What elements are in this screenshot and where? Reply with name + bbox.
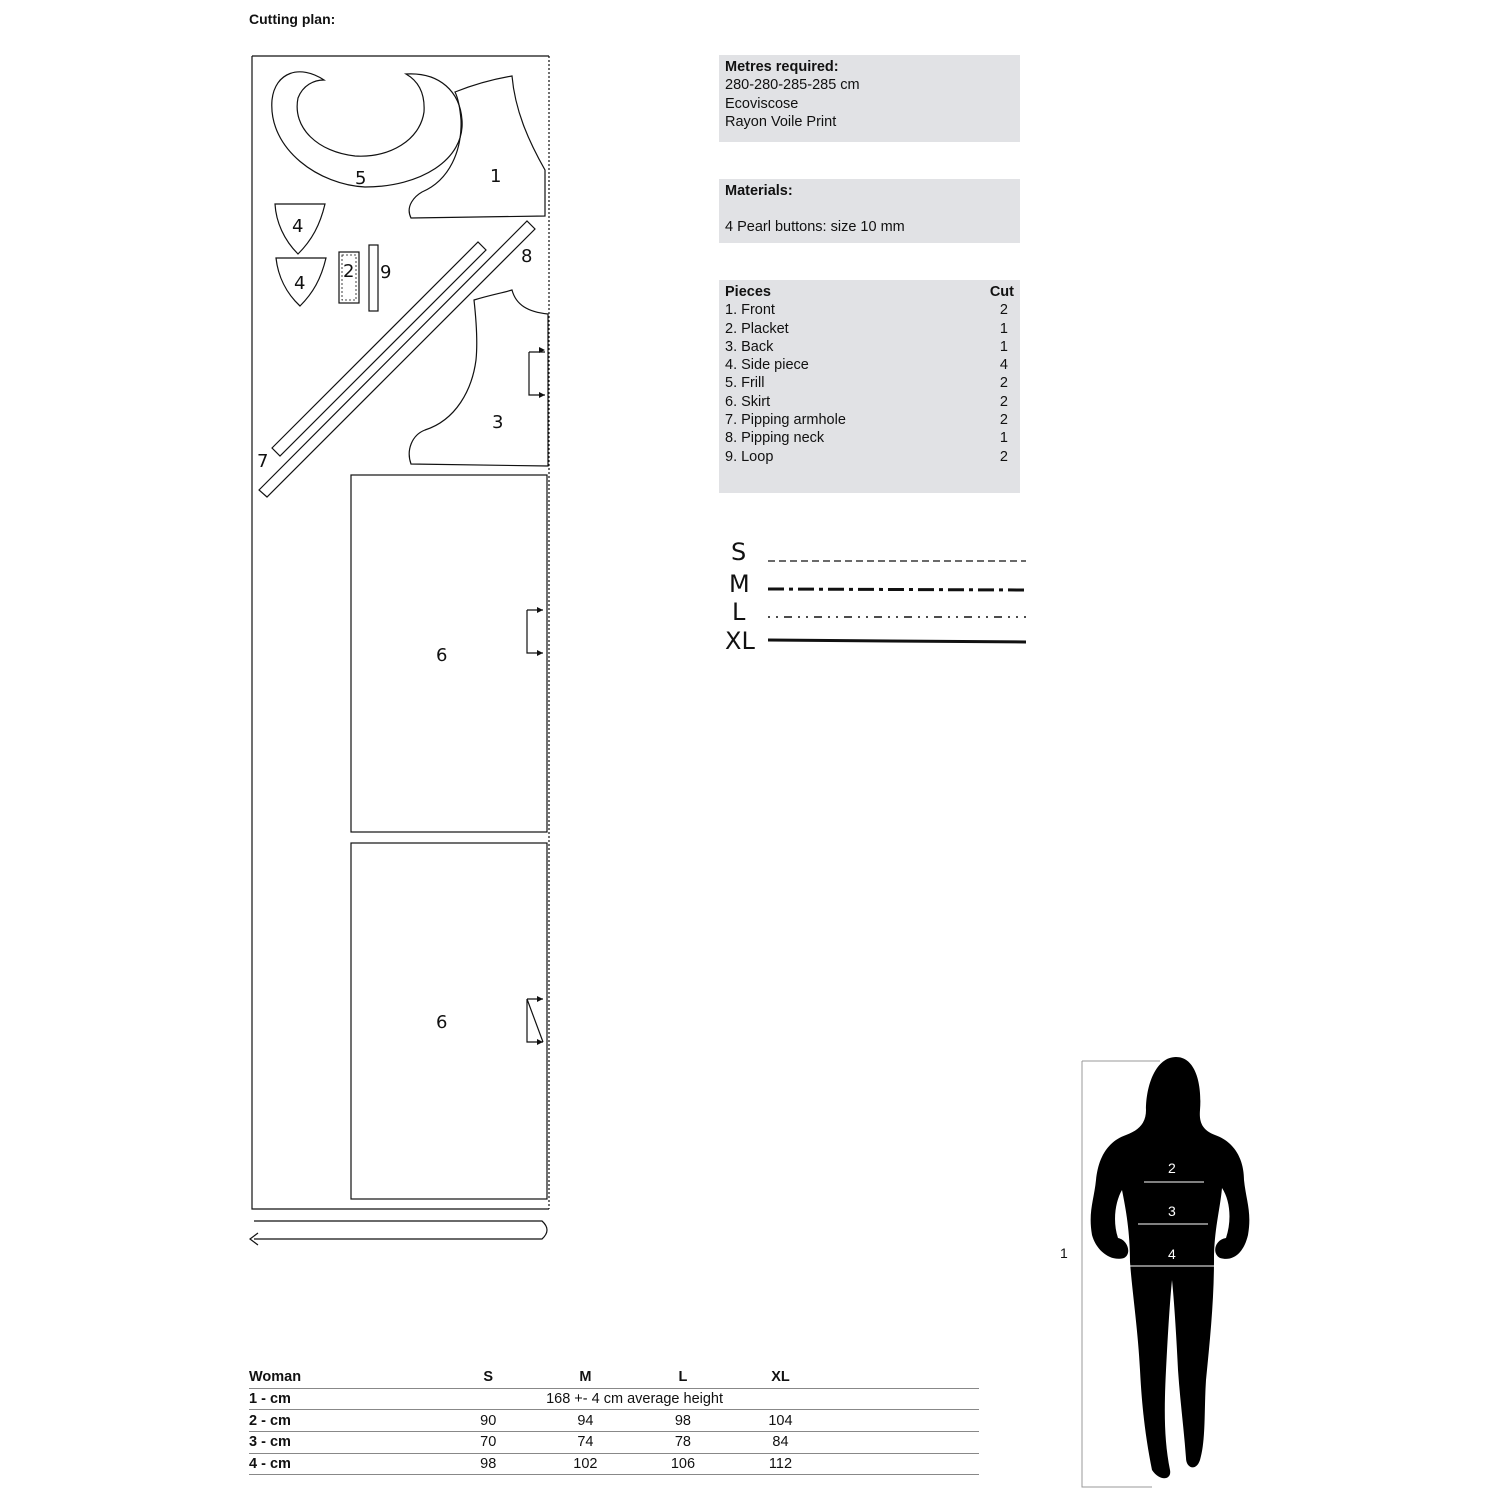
label-frill: 5 [355,168,367,189]
piece-skirt-b [351,843,547,1199]
label-skirt-a: 6 [436,645,448,666]
size-table [249,1367,979,1475]
piece-back [409,290,548,466]
size-xl-line [768,640,1026,642]
cutting-plan-title: Cutting plan: [249,11,336,27]
piece-pipping-neck [259,221,535,497]
label-pipping-armhole: 7 [257,451,269,472]
label-side-b: 4 [294,273,306,294]
metres-heading: Metres required: [725,59,839,75]
piece-row: 2. Placket 1 [725,320,1008,337]
label-side-a: 4 [292,216,304,237]
piece-row: 4. Side piece 4 [725,357,1008,374]
piece-row: 3. Back 1 [725,338,1008,355]
label-pipping-neck: 8 [521,246,533,267]
fabric-type-line: Rayon Voile Print [725,113,837,130]
table-row: 3 - cm 70 74 78 84 [249,1432,979,1454]
size-table-header: Woman S M L XL [249,1367,979,1388]
label-skirt-b: 6 [436,1012,448,1033]
label-front: 1 [490,166,502,187]
piece-row: 1. Front 2 [725,302,1008,319]
size-m-line [768,589,1026,590]
back-fold-arrow [529,352,545,395]
label-loop: 9 [380,262,392,283]
size-m-label: M [729,570,750,598]
cut-col-header: Cut [989,284,1014,300]
table-row: 4 - cm 98 102 106 112 [249,1453,979,1475]
piece-skirt-a [351,475,547,832]
table-row: 2 - cm 90 94 98 104 [249,1410,979,1432]
figure-height-label: 1 [1060,1245,1068,1261]
materials-line: 4 Pearl buttons: size 10 mm [725,219,905,236]
piece-row: 8. Pipping neck 1 [725,430,1008,447]
piece-row: 9. Loop 2 [725,448,1008,465]
size-s-label: S [731,538,747,566]
label-placket: 2 [343,261,355,282]
piece-front [409,76,545,218]
figure-hip-label: 4 [1168,1246,1176,1262]
size-l-label: L [732,598,746,626]
piece-loop [369,245,378,311]
figure-waist-label: 3 [1168,1203,1176,1219]
fabric-line: Ecoviscose [725,95,799,112]
size-xl-label: XL [725,627,755,655]
metres-required-box [719,55,1020,142]
pieces-box [719,280,1020,493]
metres-line: 280-280-285-285 cm [725,77,860,94]
materials-heading: Materials: [725,183,793,199]
piece-row: 7. Pipping armhole 2 [725,412,1008,429]
piece-row: 5. Frill 2 [725,375,1008,392]
pieces-col-header: Pieces [725,284,771,300]
table-row: 1 - cm 168 +- 4 cm average height [249,1388,979,1410]
woman-silhouette [1082,1057,1249,1487]
piece-row: 6. Skirt 2 [725,393,1008,410]
grain-arrow-body [254,1221,547,1239]
materials-box [719,179,1020,243]
figure-bust-label: 2 [1168,1160,1176,1176]
label-back: 3 [492,412,504,433]
piece-frill [272,72,462,187]
